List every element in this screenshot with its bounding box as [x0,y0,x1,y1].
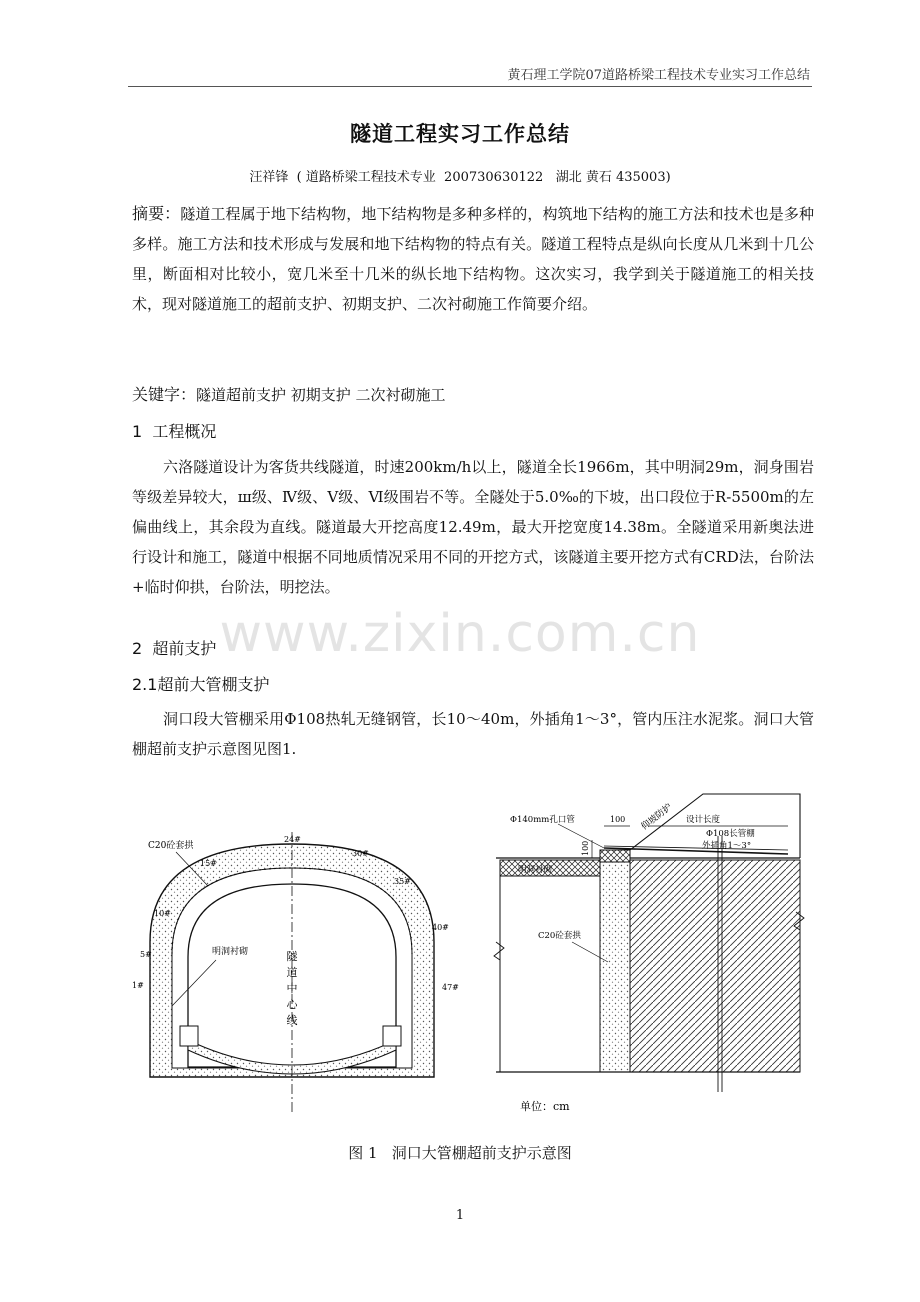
mark-30: 30# [352,849,369,858]
label-hole-pipe: Φ140mm孔口管 [510,815,575,825]
label-mingdong-left: 明洞衬砌 [212,947,249,957]
center-char-4: 心 [286,998,298,1011]
section-1-heading: 1 工程概况 [132,422,217,441]
mark-40: 40# [432,923,449,932]
label-long-pipe: Φ108长管棚 [706,829,755,839]
figure-1-diagram [128,792,808,1122]
abstract [132,199,814,319]
label-mingdong-right: 明洞衬砌 [518,865,553,875]
mark-5: 5# [140,950,152,959]
header-rule [128,86,812,87]
abstract-label: 摘要： [132,204,181,223]
section-1-text: 六洛隧道设计为客货共线隧道，时速200km/h以上，隧道全长1966m，其中明洞29m，洞身围岩等级差异较大，ш级、Ⅳ级、Ⅴ级、Ⅵ级围岩不等。全隧处于5.0‰的下坡，出口段位于R-5500m的左偏曲线上，其余段为直线。隧道最大开挖高度12.49m，最大开挖宽度14.38m。全隧道采用新奥法进行设计和施工，隧道中根据不同地质情况采用不同的开挖方式，该隧道主要开挖方式有CRD法，台阶法+临时仰拱，台阶法，明挖法。 [132,458,814,596]
center-char-5: 线 [286,1014,298,1027]
mark-15: 15# [200,859,217,868]
label-unit: 单位：cm [520,1100,570,1113]
section-2-1-text: 洞口段大管棚采用Φ108热轧无缝钢管，长10～40m，外插角1～3°，管内压注水泥浆。洞口大管棚超前支护示意图见图1. [132,710,814,758]
page-number: 1 [455,1208,465,1223]
keywords [132,380,814,410]
mark-35: 35# [394,877,411,886]
label-c20-right: C20砼套拱 [538,931,581,941]
center-char-2: 道 [286,966,298,979]
label-dim-100: 100 [610,815,626,824]
label-dim-100-vertical: 100 [581,840,590,856]
watermark: www.zixin.com.cn [219,604,701,664]
section-2-heading: 2 超前支护 [132,639,217,658]
keywords-text: 隧道超前支护 初期支护 二次衬砌施工 [196,386,446,404]
label-design-length: 设计长度 [686,815,721,825]
author-line: 汪祥锋 ( 道路桥梁工程技术专业 200730630122 湖北 黄石 435003) [249,170,671,185]
mark-47: 47# [442,983,459,992]
center-char-3: 中 [286,982,298,995]
figure-caption: 图 1 洞口大管棚超前支护示意图 [348,1144,572,1162]
mark-1: 1# [132,981,144,990]
label-c20-left: C20砼套拱 [148,841,194,851]
mark-24: 24# [284,835,301,844]
keywords-label: 关键字： [132,385,197,404]
running-header: 黄石理工学院07道路桥梁工程技术专业实习工作总结 [507,68,810,83]
label-slope-protection: 仰坡防护 [639,802,675,833]
center-char-1: 隧 [286,950,298,963]
abstract-text: 隧道工程属于地下结构物，地下结构物是多种多样的，构筑地下结构的施工方法和技术也是多种多样。施工方法和技术形成与发展和地下结构物的特点有关。隧道工程特点是纵向长度从几米到十几公里，断面相对比较小，宽几米至十几米的纵长地下结构物。这次实习，我学到关于隧道施工的相关技术，现对隧道施工的超前支护、初期支护、二次衬砌施工作简要介绍。 [132,205,814,313]
section-2-1-heading: 2.1超前大管棚支护 [132,675,270,694]
page-title: 隧道工程实习工作总结 [350,122,570,146]
longitudinal-section [494,794,804,1092]
label-insert-angle: 外插角1～3° [702,841,752,851]
mark-10: 10# [154,909,171,918]
